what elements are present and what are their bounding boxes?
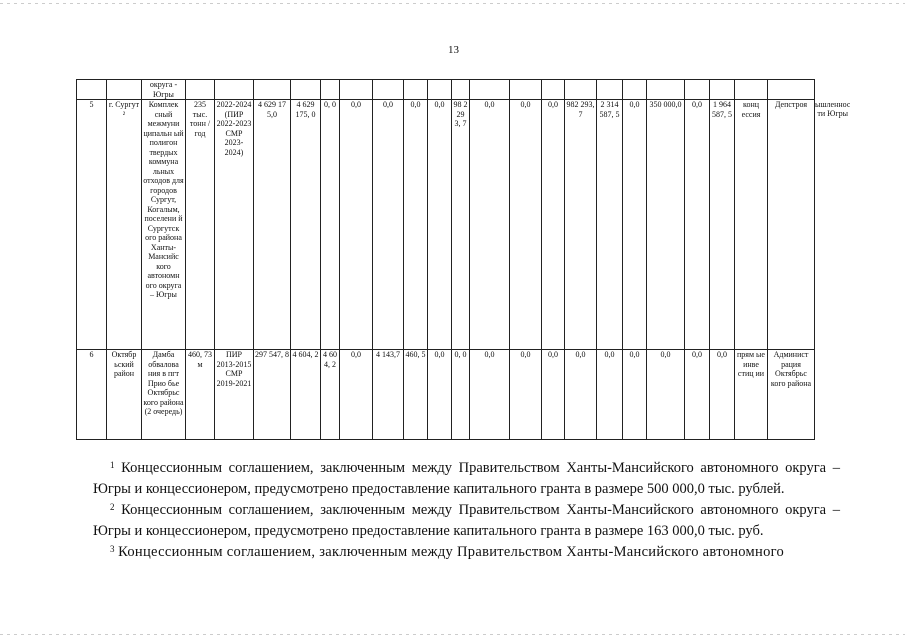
table-cell [254, 80, 291, 100]
footnote-text: Концессионным соглашением, заключенным между Правительством Ханты-Мансийского автономного [118, 544, 785, 560]
table-cell: 0,0 [685, 100, 710, 350]
table-cell: Админист рация Октябрьс кого района [768, 350, 815, 440]
table-cell: 0, 0 [452, 350, 470, 440]
table-cell: 6 [77, 350, 107, 440]
table-cell: г. Сургут ² [107, 100, 142, 350]
table-row [77, 100, 851, 350]
table-cell: Октябр ьский район [107, 350, 142, 440]
table-cell: 0,0 [470, 100, 510, 350]
table-cell: 0,0 [340, 100, 373, 350]
table-cell: ышленнос ти Югры [815, 99, 851, 118]
table-cell: 0,0 [510, 350, 542, 440]
table-cell: 0,0 [510, 100, 542, 350]
table-cell [470, 80, 510, 100]
table-cell [815, 350, 851, 440]
table-cell: 0,0 [710, 350, 735, 440]
table-cell: Комплек сный межмуни ципальн ый полигон твердых коммуна льных отходов для городов Сургут, Когалым, поселени й Сургутск ого района Ханты-Мансийс кого автономн ого округа – Югры [142, 100, 186, 350]
table-cell [340, 80, 373, 100]
table-cell [768, 80, 815, 100]
footnote-2 [93, 500, 840, 542]
table-cell [107, 80, 142, 100]
table-cell [685, 80, 710, 100]
scan-edge-bottom [0, 634, 905, 635]
footnote-marker: 1 [110, 460, 115, 470]
table-cell: 0, 0 [321, 100, 340, 350]
table-cell: 0,0 [542, 100, 565, 350]
table-row [77, 350, 851, 440]
footnote-text: Концессионным соглашением, заключенным между Правительством Ханты-Мансийского автономного округа – Югры и концессионером, предусмотрено предоставление капитального гранта в размере 163 000,0 тыс. руб. [93, 502, 841, 539]
table-cell [623, 80, 647, 100]
footnotes [93, 458, 840, 563]
table-cell [373, 80, 404, 100]
table-cell: конц ессия [735, 100, 768, 350]
table-cell [215, 80, 254, 100]
table-cell: 350 000,0 [647, 100, 685, 350]
table-cell: 0,0 [404, 100, 428, 350]
table-cell: 0,0 [428, 100, 452, 350]
table-cell: 0,0 [597, 350, 623, 440]
table-cell [510, 80, 542, 100]
table-cell: 1 964 587, 5 [710, 100, 735, 350]
table-cell [186, 80, 215, 100]
footnote-marker: 2 [110, 502, 115, 512]
table-cell [428, 80, 452, 100]
table-cell: 4 143,7 [373, 350, 404, 440]
footnote-3 [93, 542, 840, 563]
table-cell: 297 547, 8 [254, 350, 291, 440]
table-cell: округа - Югры [142, 80, 186, 100]
table-cell: 460, 73 м [186, 350, 215, 440]
table-cell: 235 тыс. тонн /год [186, 100, 215, 350]
table-cell: Депстроя [768, 100, 815, 350]
footnote-1 [93, 458, 840, 500]
scan-edge-top [0, 3, 905, 4]
table-cell: 0,0 [623, 100, 647, 350]
table-cell: Дамба обвалова ния в пгт Прио бье Октябрьс кого района (2 очередь) [142, 350, 186, 440]
table-cell [321, 80, 340, 100]
table-cell [77, 80, 107, 100]
table-cell [815, 80, 851, 100]
table-cell: 0,0 [340, 350, 373, 440]
table-cell: 2022-2024 (ПИР 2022-2023 СМР 2023-2024) [215, 100, 254, 350]
data-table [76, 79, 851, 440]
table-cell: 0,0 [373, 100, 404, 350]
table-cell [647, 80, 685, 100]
table-cell [542, 80, 565, 100]
table-cell: 4 629 17 5,0 [254, 100, 291, 350]
table-row [77, 80, 851, 100]
table-cell: 0,0 [542, 350, 565, 440]
page-number: 13 [448, 44, 459, 56]
table-cell [735, 80, 768, 100]
table-cell [404, 80, 428, 100]
table-cell: 0,0 [565, 350, 597, 440]
table-cell: 460, 5 [404, 350, 428, 440]
table-cell: ПИР 2013-2015 СМР 2019-2021 [215, 350, 254, 440]
table-cell: 0,0 [685, 350, 710, 440]
footnote-text: Концессионным соглашением, заключенным между Правительством Ханты-Мансийского автономного округа – Югры и концессионером, предусмотрено предоставление капитального гранта в размере 500 000,0 тыс. рублей. [93, 460, 841, 497]
table-cell: 2 314 587, 5 [597, 100, 623, 350]
table-cell: 5 [77, 100, 107, 350]
table-cell [597, 80, 623, 100]
table-cell: 0,0 [428, 350, 452, 440]
table-cell: 4 604, 2 [291, 350, 321, 440]
table-cell: 0,0 [647, 350, 685, 440]
table-cell: 4 629 175, 0 [291, 100, 321, 350]
table-cell: 982 293, 7 [565, 100, 597, 350]
table-cell: 98 2 29 3, 7 [452, 100, 470, 350]
footnote-marker: 3 [110, 544, 115, 554]
table-cell [710, 80, 735, 100]
table-cell [291, 80, 321, 100]
table-cell: прям ые инве стиц ии [735, 350, 768, 440]
table-cell [565, 80, 597, 100]
table-cell [452, 80, 470, 100]
table-cell: 0,0 [623, 350, 647, 440]
table-cell: 4 60 4, 2 [321, 350, 340, 440]
table-cell: 0,0 [470, 350, 510, 440]
